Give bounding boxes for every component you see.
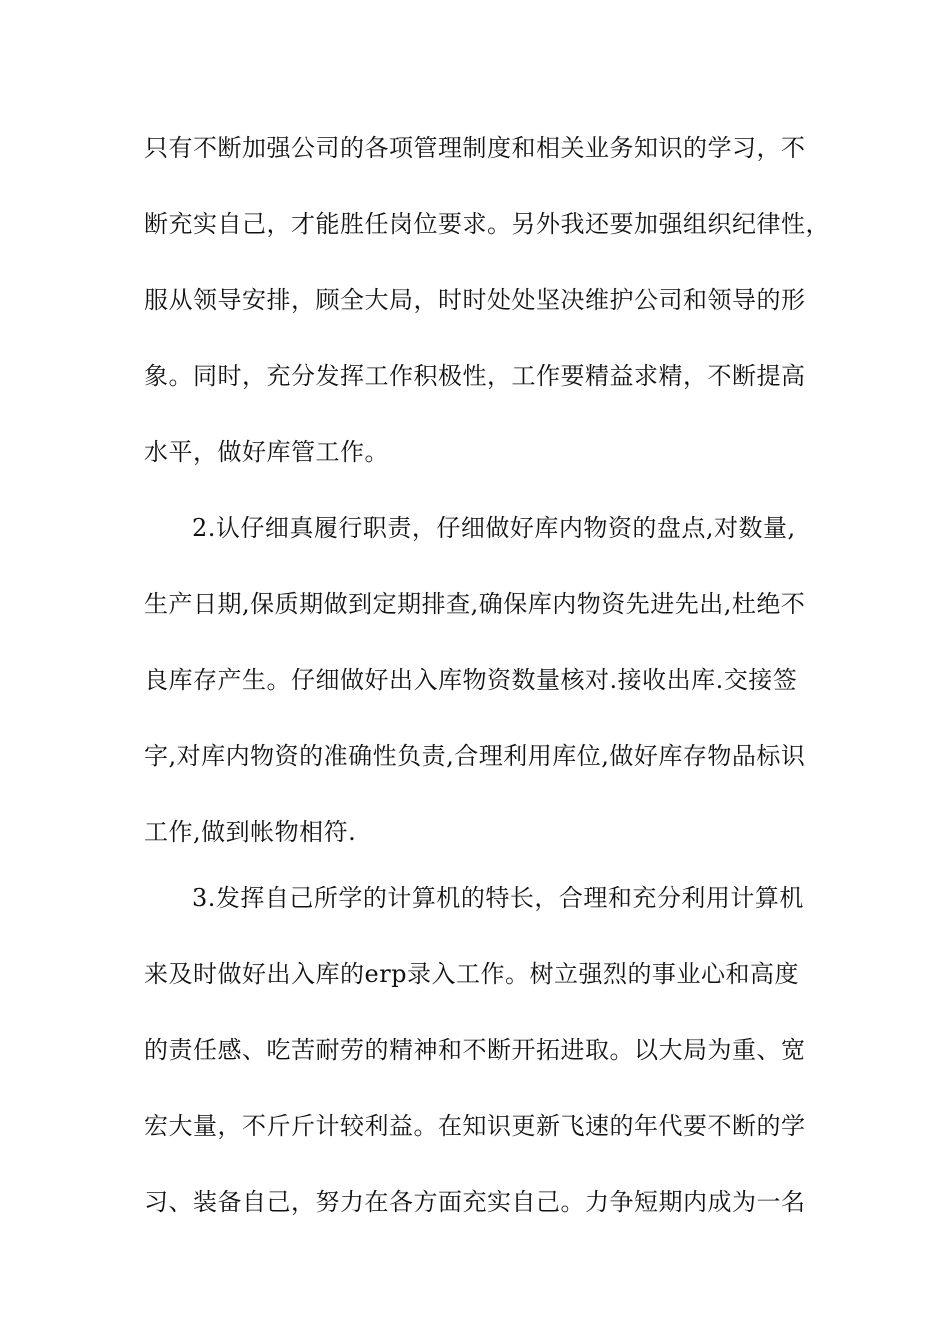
paragraph-3-line-3: 的责任感、吃苦耐劳的精神和不断开拓进取。以大局为重、宽 — [144, 1036, 806, 1064]
paragraph-2-line-3: 良库存产生。仔细做好出入库物资数量核对.接收出库.交接签 — [144, 666, 798, 694]
paragraph-2-line-2: 生产日期,保质期做到定期排查,确保库内物资先进先出,杜绝不 — [144, 590, 806, 618]
paragraph-1-line-4: 象。同时，充分发挥工作积极性，工作要精益求精，不断提高 — [144, 362, 806, 390]
paragraph-3-line-2: 来及时做好出入库的erp录入工作。树立强烈的事业心和高度 — [144, 960, 800, 988]
paragraph-2-line-1: 2.认仔细真履行职责，仔细做好库内物资的盘点,对数量, — [192, 514, 796, 542]
paragraph-2-line-5: 工作,做到帐物相符. — [144, 818, 357, 846]
paragraph-1-line-3: 服从领导安排，顾全大局，时时处处坚决维护公司和领导的形 — [144, 286, 806, 314]
paragraph-3-line-5: 习、装备自己，努力在各方面充实自己。力争短期内成为一名 — [144, 1188, 806, 1216]
paragraph-3-line-1: 3.发挥自己所学的计算机的特长，合理和充分利用计算机 — [192, 884, 804, 912]
paragraph-2-line-4: 字,对库内物资的准确性负责,合理利用库位,做好库存物品标识 — [144, 742, 806, 770]
paragraph-1-line-2: 断充实自己，才能胜任岗位要求。另外我还要加强组织纪律性， — [144, 210, 830, 238]
paragraph-1-line-5: 水平，做好库管工作。 — [144, 438, 389, 466]
paragraph-3-line-4: 宏大量，不斤斤计较利益。在知识更新飞速的年代要不断的学 — [144, 1112, 806, 1140]
paragraph-1-line-1: 只有不断加强公司的各项管理制度和相关业务知识的学习，不 — [144, 134, 806, 162]
